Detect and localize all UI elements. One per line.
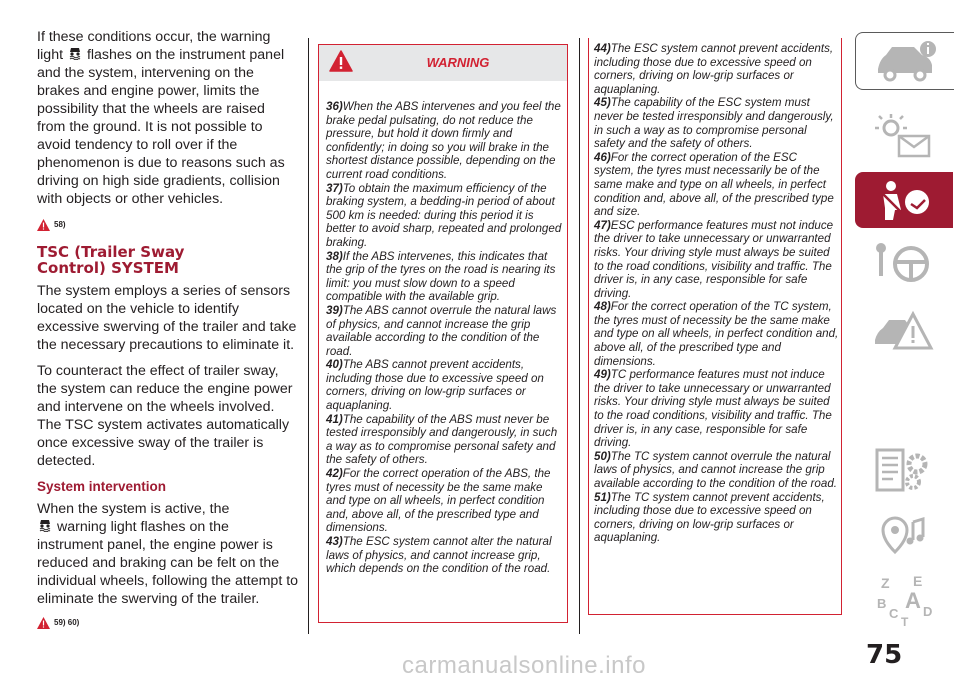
warning-text: The ESC system cannot alter the natural laws of physics, and cannot increase grip, which depends on the condition of the road. — [326, 535, 552, 576]
tab-servicing[interactable] — [855, 440, 953, 496]
warning-number: 50) — [594, 449, 611, 463]
warning-item — [594, 450, 839, 491]
heading-line: Control) SYSTEM — [37, 259, 179, 277]
alphabetical-index-icon — [873, 572, 935, 628]
warning-item — [326, 467, 564, 535]
paragraph-tsc-intro: The system employs a series of sensors located on the vehicle to identify excessive swerving of the trailer and take the necessary precautions to eliminate it. — [37, 283, 297, 353]
warning-number: 46) — [594, 150, 611, 164]
text-line: phenomenon is due to reasons such as — [37, 155, 285, 171]
text-line: flashes on the instrument panel — [86, 47, 285, 63]
warning-number: 41) — [326, 412, 343, 426]
warning-list-col2 — [594, 42, 839, 545]
svg-text:Z: Z — [881, 575, 890, 591]
warning-number: 51) — [594, 490, 611, 504]
text-line: and the system, intervening on the — [37, 65, 254, 81]
left-column — [37, 28, 299, 642]
maintenance-gears-icon — [873, 446, 935, 496]
warning-text: The capability of the ESC system must never be tested irresponsibly and dangerously, in such a way as to compromise personal safety and the safety of others. — [594, 96, 834, 151]
warning-number: 44) — [594, 42, 611, 55]
multimedia-icon — [873, 510, 935, 560]
warning-text: TC performance features must not induce the driver to take unnecessary or unwarranted risks. Your driving style must always be suited to the road conditions, visibility and traffic. The driver is, in any case, responsible for safe driving. — [594, 368, 832, 450]
text-line: light — [37, 47, 64, 63]
warning-text: The ABS cannot overrule the natural laws of physics, and cannot increase the grip available according to the condition of the road. — [326, 303, 557, 358]
text-line: from the ground. It is not possible to — [37, 119, 263, 135]
warning-number: 40) — [326, 358, 343, 372]
warning-item — [594, 42, 839, 96]
seatbelt-airbag-icon — [873, 178, 935, 224]
warning-text: The capability of the ABS must never be tested irresponsibly and dangerously, in such a way as to compromise personal safety and the safety of others. — [326, 412, 558, 467]
text-run: When the system is active, the — [37, 501, 230, 517]
dashboard-lights-icon — [873, 112, 935, 162]
warning-title: WARNING — [426, 55, 490, 70]
subheading-system-intervention: System intervention — [37, 479, 167, 494]
tab-safety[interactable] — [855, 172, 953, 228]
key-steering-wheel-icon — [873, 240, 935, 290]
warning-reference-58[interactable] — [37, 216, 299, 234]
paragraph-tsc-counteract: To counteract the effect of trailer sway, the system can reduce the engine power and intervene on the wheels involved. The TSC system activates automatically once excessive sway of the trailer is detected. — [37, 363, 293, 469]
warning-item — [594, 151, 839, 219]
warning-triangle-icon — [37, 219, 50, 231]
text-run: warning light flashes on the instrument panel, the engine power is reduced and braking can be felt on the individual wheels, following the attempt to eliminate the swerving of the trailer. — [37, 519, 299, 607]
reference-label: 59) 60) — [54, 618, 80, 627]
text-line: brakes and engine power, limits the — [37, 83, 260, 99]
warning-reference-59-60[interactable] — [37, 614, 299, 632]
tab-emergency[interactable] — [855, 300, 953, 356]
column-divider — [308, 38, 309, 634]
svg-text:D: D — [923, 604, 933, 619]
warning-item — [594, 491, 839, 545]
tab-car-info[interactable] — [855, 32, 954, 90]
warning-text: The TC system cannot overrule the natural laws of physics, and cannot increase the grip available according to the condition of the road. — [594, 449, 837, 490]
column-divider — [579, 38, 580, 634]
warning-text: The ABS cannot prevent accidents, including those due to excessive speed on corners, driving on low-grip surfaces or aquaplaning. — [326, 358, 544, 413]
warning-item — [594, 96, 839, 150]
warning-number: 43) — [326, 535, 343, 548]
warning-number: 36) — [326, 100, 343, 113]
warning-item — [594, 219, 839, 301]
warning-number: 49) — [594, 368, 611, 382]
warning-number: 37) — [326, 181, 343, 195]
tab-starting-driving[interactable] — [855, 234, 953, 290]
warning-item — [326, 535, 564, 576]
warning-item — [594, 300, 839, 368]
text-line: avoid tendency to roll over if the — [37, 137, 238, 153]
car-info-icon — [874, 39, 936, 83]
warning-text: If the ABS intervenes, this indicates that the grip of the tyres on the road is nearing its limit: you must slow down to a speed compatible with the available grip. — [326, 249, 556, 304]
warning-item — [326, 182, 564, 250]
warning-text: When the ABS intervenes and you feel the brake pedal pulsating, do not reduce the pressure, but hold it down firmly and confidently; in doing so you will brake in the shortest distance possible, depending on the current road conditions. — [326, 100, 561, 181]
tab-index[interactable] — [855, 566, 953, 628]
warning-item — [326, 413, 564, 467]
warning-text: The TC system cannot prevent accidents, including those due to excessive speed on corners, driving on low-grip surfaces or aquaplaning. — [594, 490, 825, 545]
esc-warning-light-icon — [38, 518, 52, 532]
svg-text:A: A — [905, 588, 921, 613]
paragraph-system-intervention — [37, 500, 299, 608]
warning-number: 38) — [326, 249, 343, 263]
text-line: possibility that the wheels are raised — [37, 101, 265, 117]
text-line: with objects or other vehicles. — [37, 191, 224, 207]
warning-item — [326, 358, 564, 412]
svg-text:B: B — [877, 596, 887, 611]
warning-text: For the correct operation of the TC system, the tyres must of necessity be the same make and type on all wheels, in perfect condition and, above all, of the prescribed type and dimensions. — [594, 300, 839, 368]
warning-item — [326, 100, 564, 182]
warning-item — [326, 304, 564, 358]
svg-text:C: C — [889, 606, 899, 621]
warning-number: 47) — [594, 218, 611, 232]
section-heading-tsc — [37, 244, 299, 276]
warning-text: For the correct operation of the ABS, the tyres must of necessity be the same make and type on all wheels, in perfect condition and, above all, of the prescribed type and dimensions. — [326, 467, 551, 535]
warning-number: 42) — [326, 467, 343, 481]
esc-warning-light-icon — [68, 46, 82, 60]
tab-dashboard-lights[interactable] — [855, 106, 953, 162]
svg-text:E: E — [913, 573, 923, 589]
text-line: driving on high side gradients, collision — [37, 173, 280, 189]
reference-label: 58) — [54, 220, 66, 229]
warning-item — [326, 250, 564, 304]
warning-number: 48) — [594, 300, 611, 314]
warning-text: The ESC system cannot prevent accidents, including those due to excessive speed on corners, driving on low-grip surfaces or aquaplaning. — [594, 42, 834, 96]
watermark: carmanualsonline.info — [402, 652, 646, 679]
page-number: 75 — [866, 640, 903, 670]
svg-text:T: T — [901, 615, 909, 628]
paragraph-rollover — [37, 28, 299, 208]
text-line: If these conditions occur, the warning — [37, 29, 271, 45]
warning-triangle-icon — [37, 617, 50, 629]
warning-item — [594, 368, 839, 450]
warning-text: For the correct operation of the ESC system, the tyres must necessarily be of the same make and type on all wheels, in perfect condition and, above all, of the prescribed type and size. — [594, 150, 834, 219]
warning-text: ESC performance features must not induce the driver to take unnecessary or unwarranted risks. Your driving style must always be suited to the road conditions, visibility and traffic. The driver is, in any case, responsible for safe driving. — [594, 218, 834, 300]
warning-list-col1 — [326, 100, 564, 576]
warning-number: 45) — [594, 96, 611, 110]
warning-number: 39) — [326, 303, 343, 317]
car-emergency-icon — [873, 306, 935, 356]
heading-line: TSC (Trailer Sway — [37, 243, 185, 261]
warning-text: To obtain the maximum efficiency of the braking system, a bedding-in period of about 500 km is needed: during this period it is better to avoid sharp, repeated and prolonged braking. — [326, 181, 562, 249]
tab-multimedia[interactable] — [855, 504, 953, 560]
